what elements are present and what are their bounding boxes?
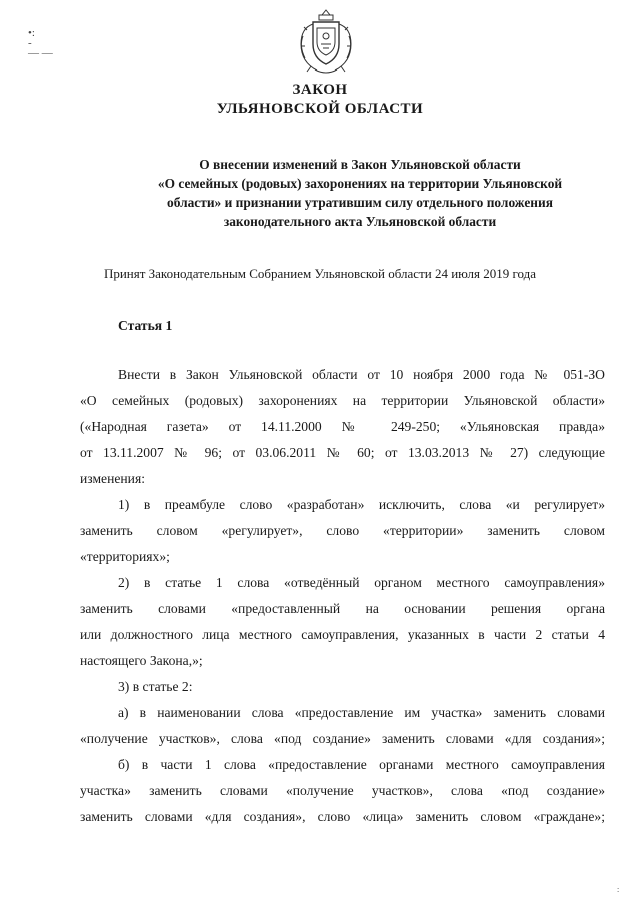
scan-artifact: :: [617, 885, 620, 894]
body-line: настоящего Закона,»;: [80, 653, 203, 668]
body-line: «территориях»;: [80, 549, 170, 564]
body-line: заменить словом «регулирует», слово «территории» заменить словом: [80, 523, 605, 538]
body-line: б) в части 1 слова «предоставление органами местного самоуправления: [118, 757, 605, 772]
body-line: Внести в Закон Ульяновской области от 10 ноября 2000 года № 051-ЗО: [118, 367, 605, 382]
body-line: или должностного лица местного самоуправления, указанных в части 2 статьи 4: [80, 627, 605, 642]
body-line: заменить словами «предоставленный на основании решения органа: [80, 601, 605, 616]
subject-line: области» и признании утратившим силу отдельного положения: [167, 195, 553, 210]
body-line: 3) в статье 2:: [118, 679, 193, 694]
law-title: ЗАКОН: [292, 82, 348, 98]
subject-line: законодательного акта Ульяновской области: [223, 214, 497, 229]
article-heading: Статья 1: [118, 318, 173, 333]
body-line: («Народная газета» от 14.11.2000 № 249-250; «Ульяновская правда»: [80, 419, 605, 434]
body-line: «получение участков», слова «под создание» заменить словами «для создания»;: [80, 731, 605, 746]
body-line: заменить словами «для создания», слово «лица» заменить словом «граждане»;: [80, 809, 605, 824]
body-line: а) в наименовании слова «предоставление им участка» заменить словами: [118, 705, 605, 720]
subject-line: «О семейных (родовых) захоронениях на территории Ульяновской: [157, 176, 563, 191]
body-line: «О семейных (родовых) захоронениях на территории Ульяновской области»: [80, 393, 605, 408]
law-subject: [150, 155, 570, 231]
region-title: УЛЬЯНОВСКОЙ ОБЛАСТИ: [216, 101, 424, 117]
body-line: изменения:: [80, 471, 145, 486]
coat-of-arms-icon: [293, 6, 359, 78]
body-line: участка» заменить словами «получение участков», слова «под создание»: [80, 783, 605, 798]
body-line: от 13.11.2007 № 96; от 03.06.2011 № 60; от 13.03.2013 № 27) следующие: [80, 445, 605, 460]
body-line: 1) в преамбуле слово «разработан» исключить, слова «и регулирует»: [118, 497, 605, 512]
adoption-note: Принят Законодательным Собранием Ульяновской области 24 июля 2019 года: [103, 266, 537, 281]
subject-line: О внесении изменений в Закон Ульяновской области: [199, 157, 521, 172]
scan-artifact: •: - — —: [28, 27, 53, 59]
body-line: 2) в статье 1 слова «отведённый органом местного самоуправления»: [118, 575, 605, 590]
